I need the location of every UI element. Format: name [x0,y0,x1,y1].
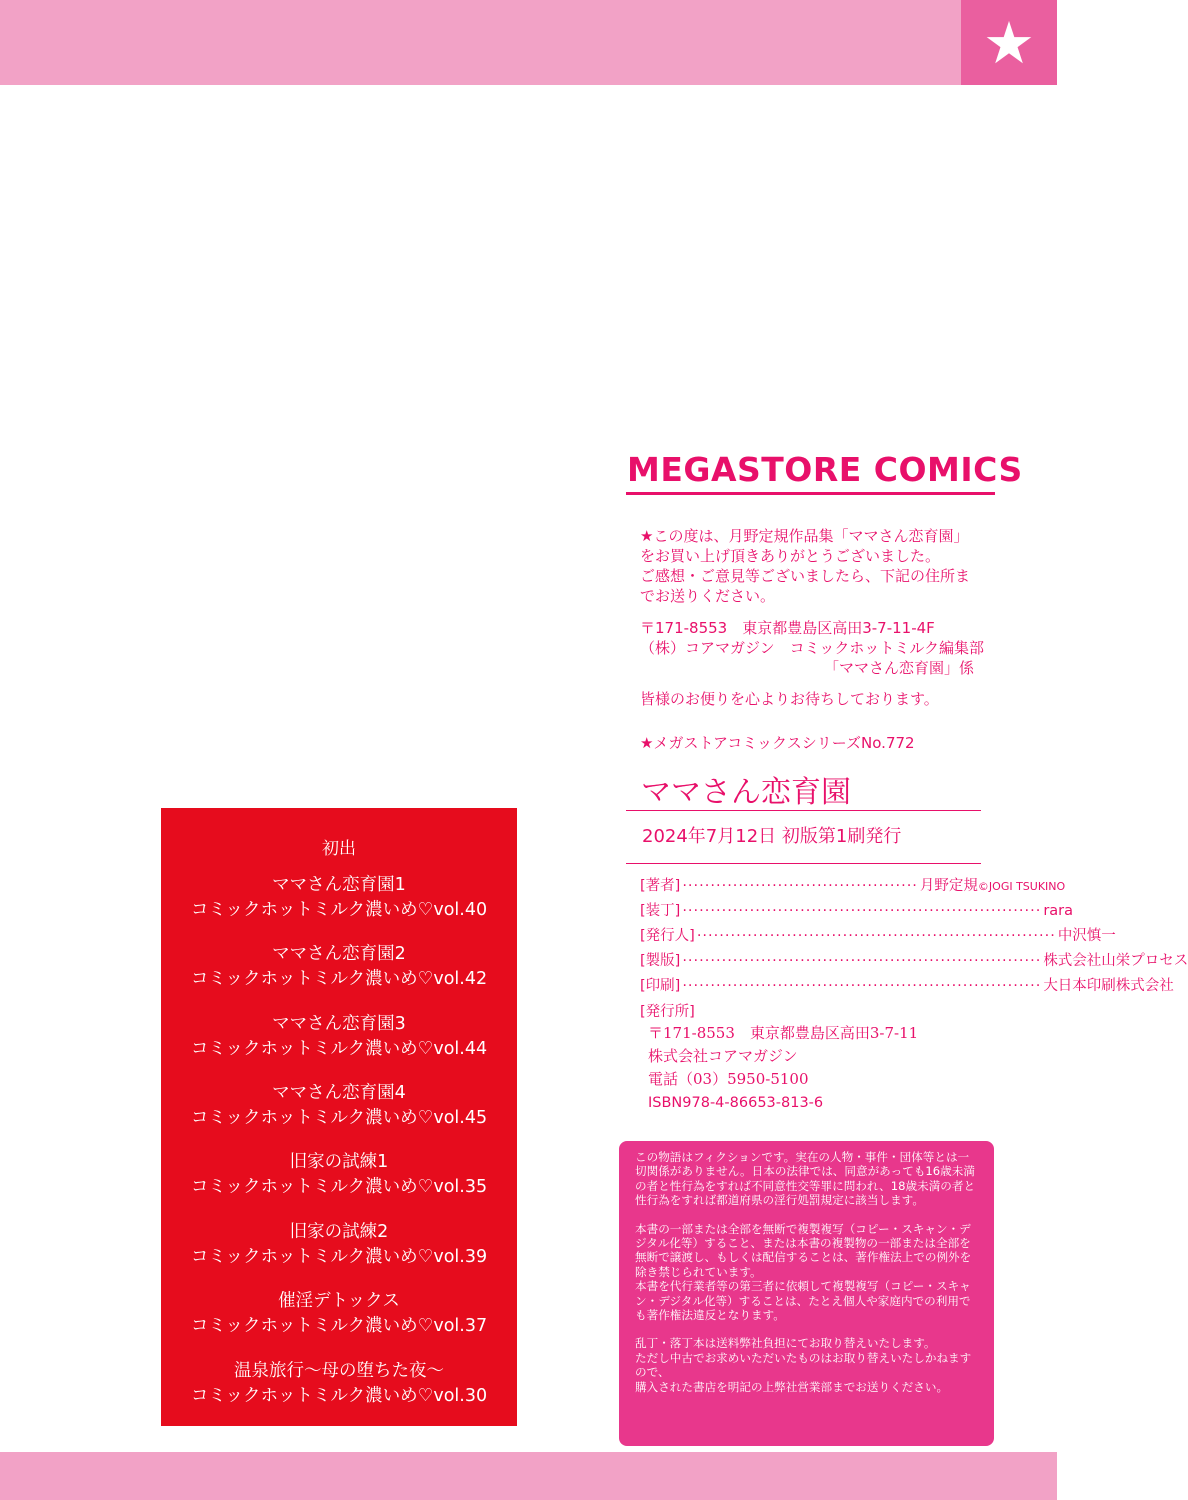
reader-message [640,526,980,606]
message-line: をお買い上げ頂きありがとうございました。 [640,547,941,565]
copyright-text: ©JOGI TSUKINO [977,880,1066,893]
credit-row [640,899,1074,924]
appearance-entry [161,873,517,923]
divider [626,810,981,811]
publisher-line: 株式会社コアマガジン [648,1047,798,1065]
star-badge [961,0,1057,85]
message-line: でお送りください。 [640,587,776,605]
entry-title: ママさん恋育園4 [272,1083,406,1103]
credit-label: [装丁] [640,903,681,919]
appearance-entry [161,1220,517,1270]
thanks-message: 皆様のお便りを心よりお待ちしております。 [640,690,939,708]
credit-value: 株式会社山栄プロセス [1043,953,1188,969]
credit-value: 中沢慎一 [1057,928,1116,944]
message-line: ご感想・ご意見等ございましたら、下記の住所ま [640,567,971,585]
entry-title: ママさん恋育園3 [272,1014,406,1034]
entry-title: 旧家の試練1 [289,1152,389,1172]
entry-title: 旧家の試練2 [289,1222,389,1242]
series-number: ★メガストアコミックスシリーズNo.772 [640,734,915,752]
credit-label: [印刷] [640,978,681,994]
notice-paragraph: 本書の一部または全部を無断で複製複写（コピー・スキャン・デジタル化等）すること、または本書の複製物の一部または全部を無断で譲渡し、もしくは配信することは、著作権法上での例外を除き禁じられています。 本書を代行業者等の第三者に依頼して複製複写（コピー・スキャン・デジタル化等）することは、たとえ個人や家庭内での利用でも著作権法違反となります。 [635,1221,972,1323]
publisher-label: [発行所] [640,1004,695,1020]
credit-label: [著者] [640,878,681,894]
brand-underline [626,492,995,495]
leader-dots: ································································ [682,953,1042,969]
address-line: 「ママさん恋育園」係 [823,659,974,677]
appearance-entry [161,1081,517,1131]
credit-value: rara [1043,903,1074,919]
leader-dots: ································································ [682,978,1042,994]
credit-label: [製版] [640,953,681,969]
entry-title: ママさん恋育園1 [272,875,406,895]
appearance-entry [161,942,517,992]
top-banner [0,0,1057,85]
bottom-banner [0,1452,1057,1500]
credit-row [640,924,1116,949]
address-line: 〒171-8553 東京都豊島区高田3-7-11-4F [640,619,935,637]
mailing-address [640,618,985,678]
entry-source: コミックホットミルク濃いめ♡vol.42 [190,969,488,989]
publication-date: 2024年7月12日 初版第1刷発行 [642,826,902,847]
appearance-entry [161,1289,517,1339]
entry-source: コミックホットミルク濃いめ♡vol.37 [190,1316,488,1336]
entry-source: コミックホットミルク濃いめ♡vol.30 [190,1386,488,1406]
appearance-entry [161,1359,517,1409]
divider [626,863,981,864]
entry-source: コミックホットミルク濃いめ♡vol.44 [190,1039,488,1059]
credit-row [640,974,1174,999]
notice-paragraph: この物語はフィクションです。実在の人物・事件・団体等とは一切関係がありません。日本の法律では、同意があっても16歳未満の者と性行為をすれば不同意性交等罪に問われ、18歳未満の者と性行為をすれば都道府県の淫行処罰規定に該当します。 [635,1150,976,1208]
entry-source: コミックホットミルク濃いめ♡vol.40 [190,900,488,920]
leader-dots: ································································ [682,903,1042,919]
brand-logo: MEGASTORE COMICS [627,450,1023,489]
credit-value: 大日本印刷株式会社 [1043,978,1174,994]
entry-source: コミックホットミルク濃いめ♡vol.35 [190,1177,488,1197]
publisher-details [648,1022,918,1091]
credits-list [640,874,1188,999]
credit-row [640,949,1188,974]
publisher-line: 電話（03）5950-5100 [648,1070,809,1088]
entry-title: 温泉旅行〜母の堕ちた夜〜 [234,1361,444,1381]
appearance-entry [161,1150,517,1200]
message-line: ★この度は、月野定規作品集「ママさん恋育園」 [640,527,969,545]
credit-value: 月野定規 [919,878,978,894]
legal-notice [619,1141,994,1446]
appearance-entry [161,1012,517,1062]
credit-label: [発行人] [640,928,695,944]
star-icon: ★ [983,8,1035,77]
credit-row [640,874,1066,899]
leader-dots: ································································ [696,928,1056,944]
address-line: （株）コアマガジン コミックホットミルク編集部 [640,639,985,657]
publisher-line: 〒171-8553 東京都豊島区高田3-7-11 [648,1024,919,1042]
first-appearance-heading: 初出 [322,839,356,859]
first-appearance-box [161,808,517,1426]
leader-dots: ·········································· [682,878,918,894]
entry-title: ママさん恋育園2 [272,944,406,964]
entry-title: 催淫デトックス [278,1291,400,1311]
notice-paragraph: 乱丁・落丁本は送料弊社負担にてお取り替えいたします。 ただし中古でお求めいただいたものはお取り替えいたしかねますので、 購入された書店を明記の上弊社営業部までお送りください。 [635,1336,972,1394]
isbn: ISBN978-4-86653-813-6 [648,1095,824,1111]
entry-source: コミックホットミルク濃いめ♡vol.39 [190,1247,488,1267]
book-title: ママさん恋育園 [641,775,851,810]
entry-source: コミックホットミルク濃いめ♡vol.45 [190,1108,488,1128]
